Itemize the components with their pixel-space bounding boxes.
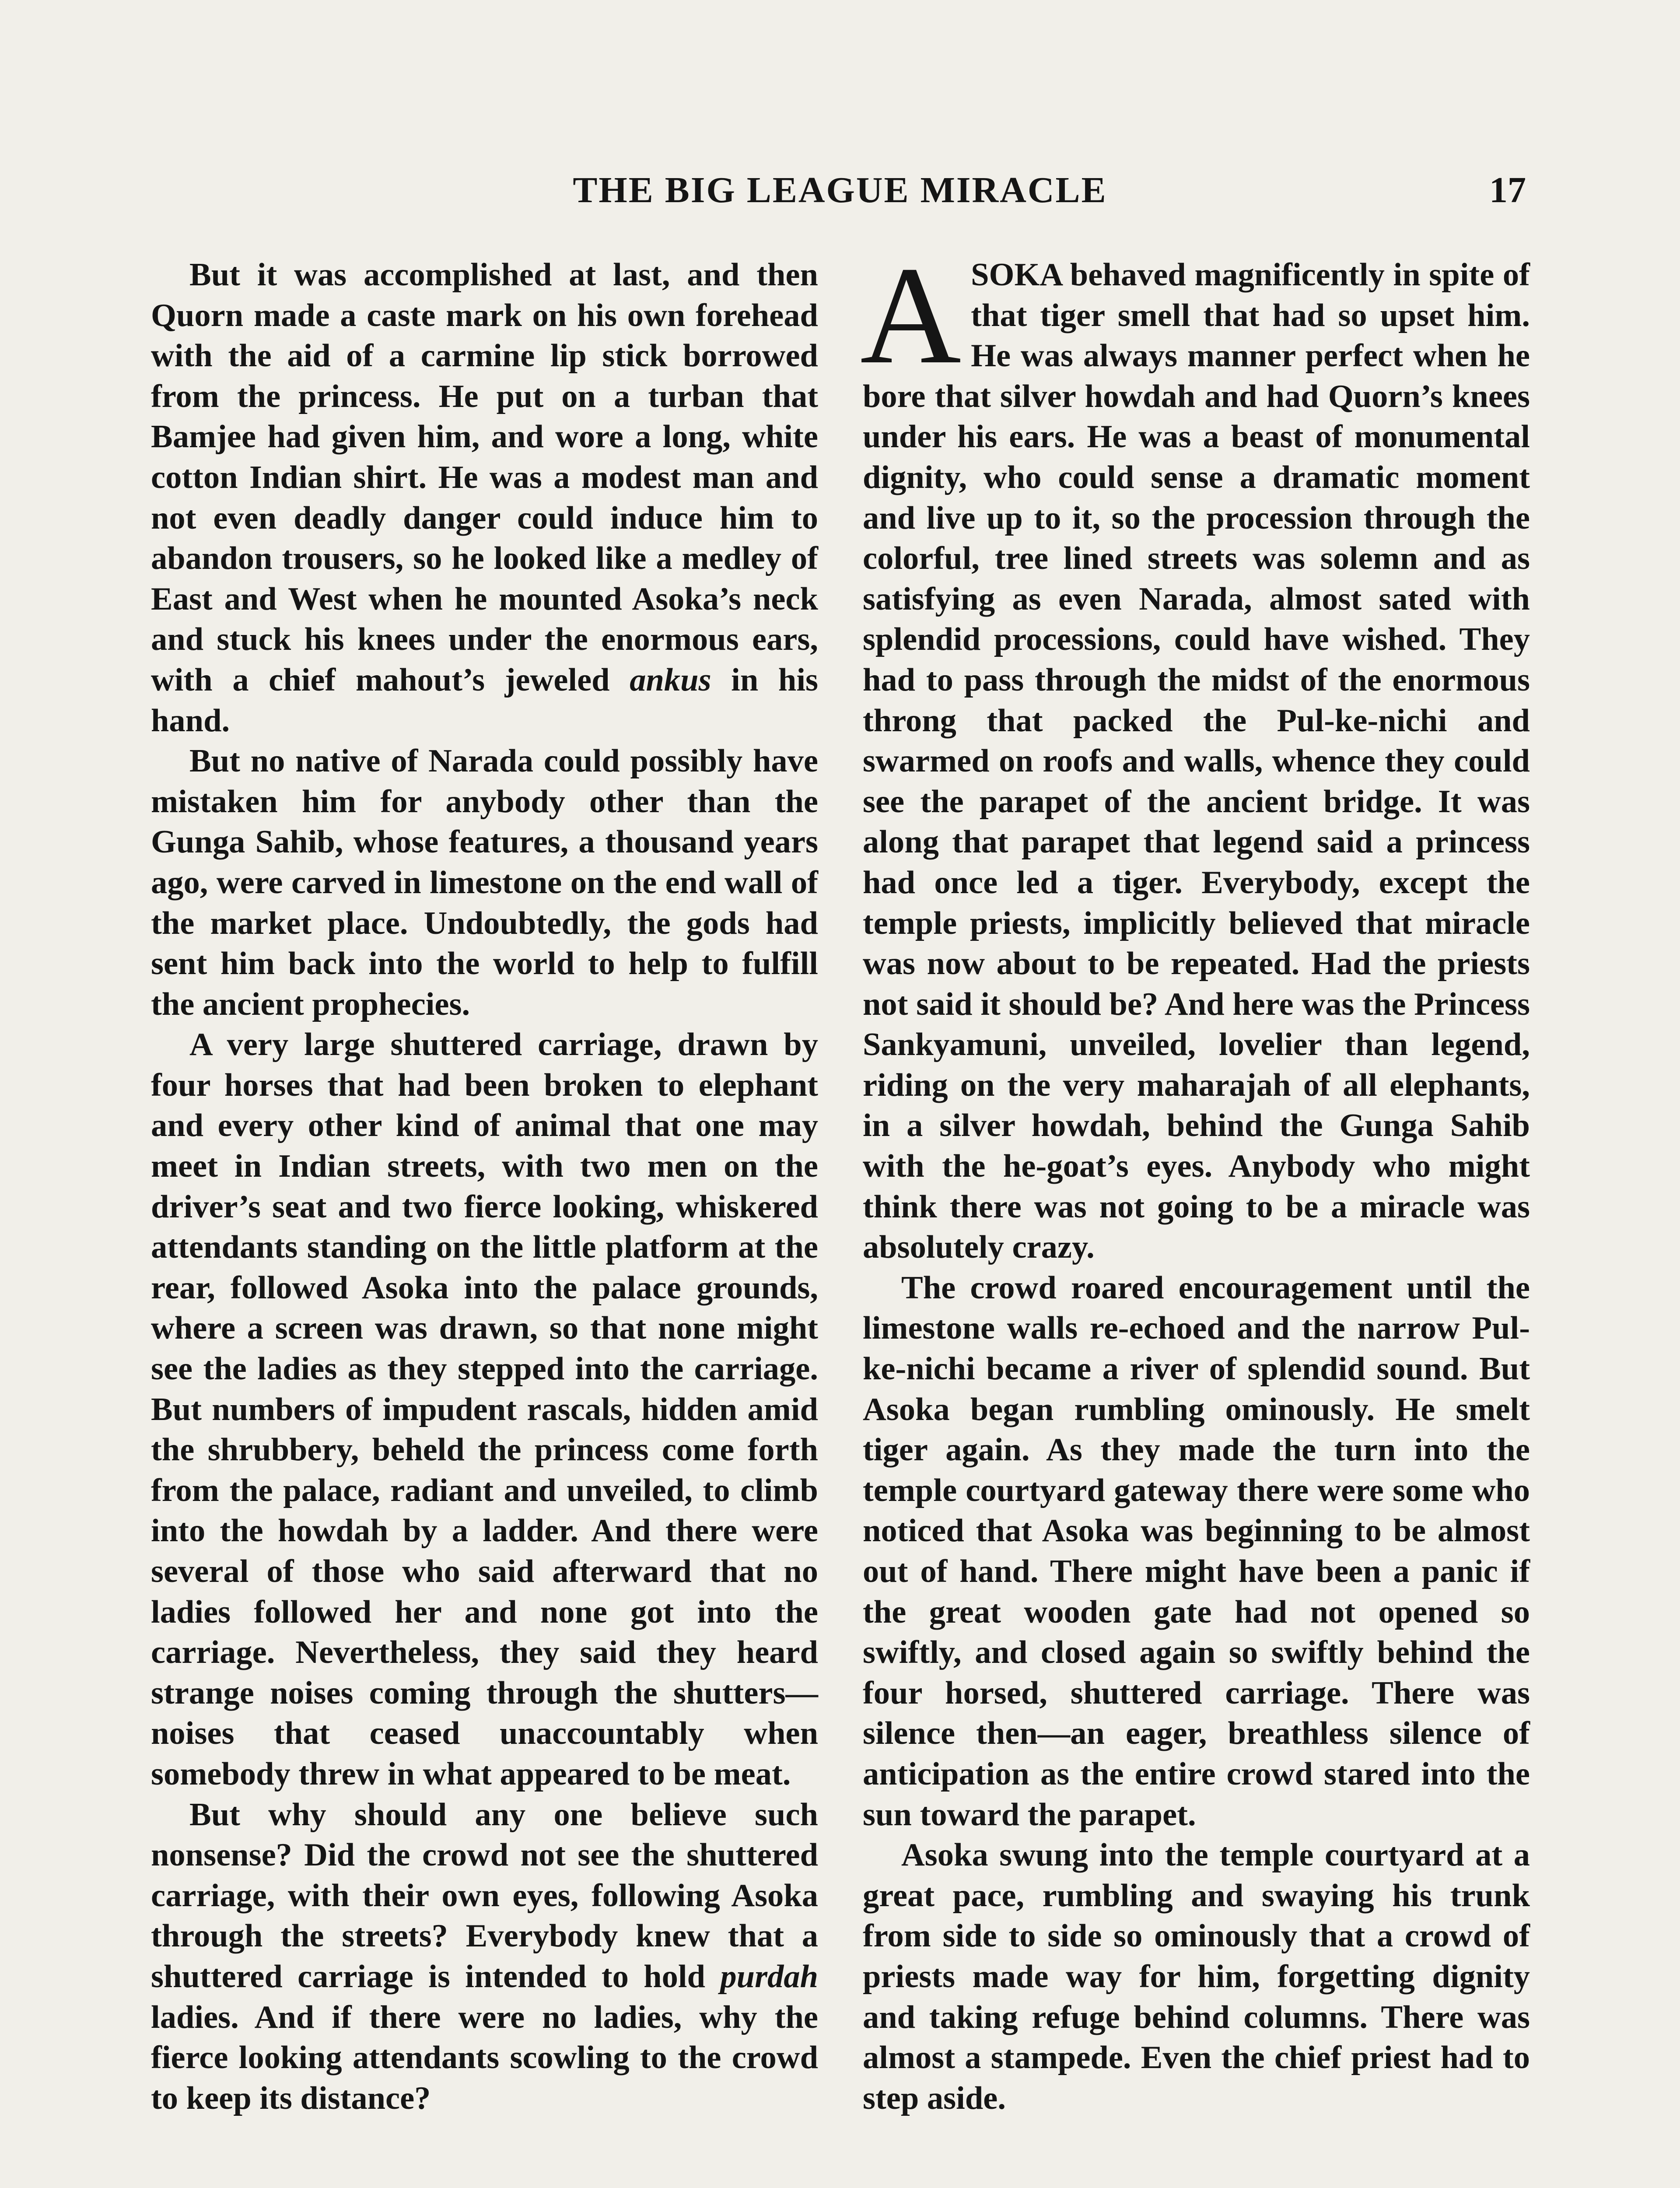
paragraph	[151, 1795, 818, 2119]
paragraph-text: But why should any one believe such nonsense? Did the crowd not see the shuttered carriage, with their own eyes, following Asoka through the streets? Everybody knew that a shuttered carriage is intended to hold	[151, 1796, 818, 1995]
paragraph-text: behaved magnificently in spite of that tiger smell that had so upset him. He was always manner perfect when he bore that silver howdah and had Quorn’s knees under his ears. He was a beast of monumental dignity, who could sense a dramatic moment and live up to it, so the procession through the colorful, tree lined streets was solemn and as satisfying as even Narada, almost sated with splendid processions, could have wished. They had to pass through the midst of the enormous throng that packed the Pul-ke-nichi and swarmed on roofs and walls, whence they could see the parapet of the ancient bridge. It was along that parapet that legend said a princess had once led a tiger. Everybody, except the temple priests, implicitly believed that miracle was now about to be repeated. Had the priests not said it should be? And here was the Princess Sankyamuni, unveiled, lovelier than legend, riding on the very maharajah of all elephants, in a silver howdah, behind the Gunga Sahib with the he-goat’s eyes. Anybody who might think there was not going to be a miracle was absolutely crazy.	[863, 257, 1530, 1266]
right-column	[860, 238, 1530, 2118]
paragraph: The crowd roared encouragement until the limestone walls re-echoed and the narrow Pul-ke-nichi became a river of splendid sound. But Asoka began rumbling ominously. He smelt tiger again. As they made the turn into the temple courtyard gateway there were some who noticed that Asoka was beginning to be almost out of hand. There might have been a panic if the great wooden gate had not opened so swiftly, and closed again so swiftly behind the four horsed, shuttered carriage. There was silence then—an eager, breathless silence of anticipation as the entire crowd stared into the sun toward the parapet.	[863, 1269, 1530, 1833]
paragraph: But no native of Narada could possibly have mistaken him for anybody other than the Gunga Sahib, whose features, a thousand years ago, were carved in limestone on the end wall of the market place. Undoubtedly, the gods had sent him back into the world to help to fulfill the ancient prophecies.	[151, 743, 818, 1022]
paragraph	[151, 255, 818, 741]
italic-word: ankus	[630, 662, 711, 698]
page-header	[144, 166, 1536, 214]
left-column	[151, 255, 818, 2118]
paragraph-text: in his hand.	[151, 662, 819, 739]
paragraph-text: But it was accomplished at last, and then Quorn made a caste mark on his own forehead with the aid of a carmine lip stick borrowed from the princess. He put on a turban that Bamjee had given him, and wore a long, white cotton Indian shirt. He was a modest man and not even deadly danger could induce him to abandon trousers, so he looked like a medley of East and West when he mounted Asoka’s neck and stuck his knees under the enormous ears, with a chief mahout’s jeweled	[151, 257, 818, 698]
drop-cap: A	[860, 238, 962, 393]
italic-word: purdah	[720, 1958, 818, 1995]
paragraph: Asoka swung into the temple courtyard at a great pace, rumbling and swaying his trunk from side to side so ominously that a crowd of priests made way for him, forgetting dignity and taking refuge behind columns. There was almost a stampede. Even the chief priest had to step aside.	[863, 1837, 1530, 2116]
paragraph	[860, 238, 1530, 1268]
paragraph-text: ladies. And if there were no ladies, why the fierce looking attendants scowling to the crowd to keep its distance?	[151, 1999, 818, 2116]
page-number: 17	[1489, 170, 1526, 210]
small-caps-word: SOKA	[971, 257, 1062, 293]
paragraph: A very large shuttered carriage, drawn by four horses that had been broken to elephant and every other kind of animal that one may meet in Indian streets, with two men on the driver’s seat and two fierce looking, whiskered attendants standing on the little platform at the rear, followed Asoka into the palace grounds, where a screen was drawn, so that none might see the ladies as they stepped into the carriage. But numbers of impudent rascals, hidden amid the shrubbery, beheld the princess come forth from the palace, radiant and unveiled, to climb into the howdah by a ladder. And there were several of those who said afterward that no ladies followed her and none got into the carriage. Nevertheless, they said they heard strange noises coming through the shutters—noises that ceased unaccountably when somebody threw in what appeared to be meat.	[151, 1027, 818, 1792]
running-title: THE BIG LEAGUE MIRACLE	[573, 170, 1107, 210]
